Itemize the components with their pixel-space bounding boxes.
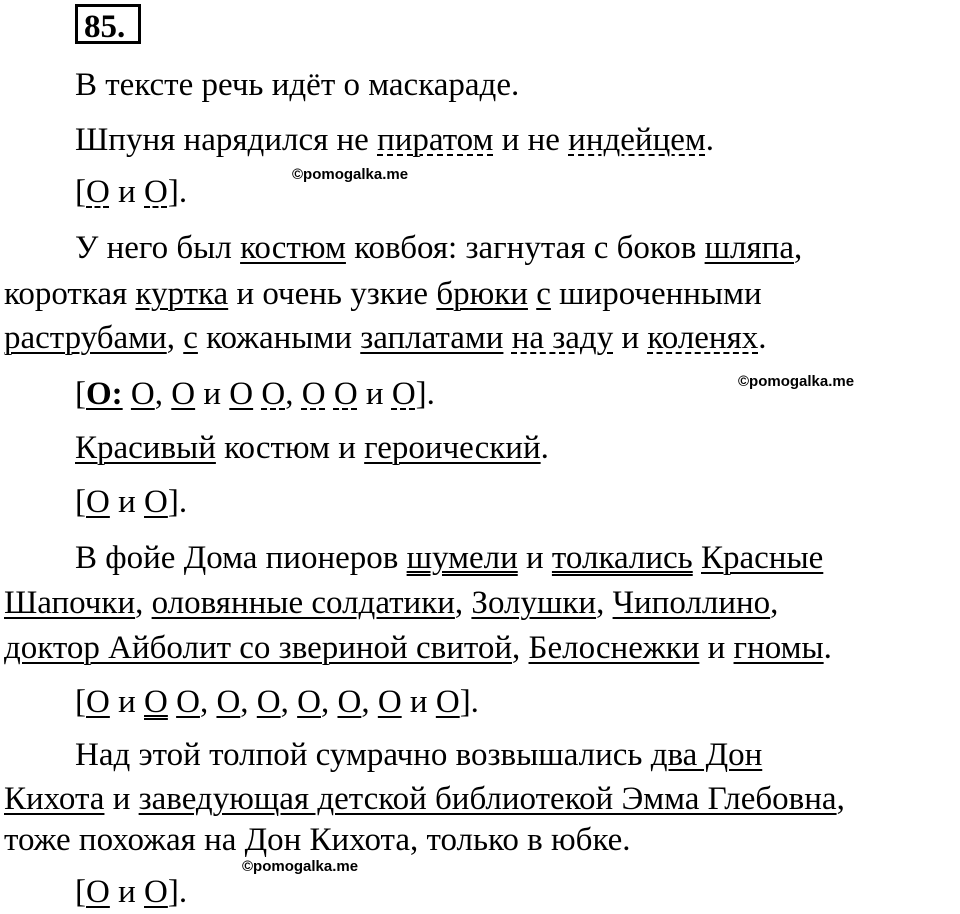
text-line-9: доктор Айболит со звериной свитой, Белоснежки и гномы. — [4, 630, 832, 666]
text-line-7: В фойе Дома пионеров шумели и толкались Красные — [75, 540, 824, 576]
text-line-3: У него был костюм ковбоя: загнутая с боков шляпа, — [75, 230, 803, 266]
text-line-10: Над этой толпой сумрачно возвышались два Дон — [75, 737, 763, 773]
watermark: ©pomogalka.me — [292, 166, 409, 183]
text-line-12: тоже похожая на Дон Кихота, только в юбке. — [4, 822, 631, 858]
exercise-number: 85. — [75, 4, 141, 44]
scheme-line-3: [О и О]. — [75, 484, 188, 520]
text-line-6: Красивый костюм и героический. — [75, 430, 549, 466]
text-line-5: раструбами, с кожаными заплатами на заду и коленях. — [4, 320, 767, 356]
text-line-4: короткая куртка и очень узкие брюки с широченными — [4, 276, 762, 312]
text-line-1: В тексте речь идёт о маскараде. — [75, 67, 520, 103]
text-line-2: Шпуня нарядился не пиратом и не индейцем. — [75, 122, 715, 158]
text-line-11: Кихота и заведующая детской библиотекой Эмма Глебовна, — [4, 781, 845, 817]
scheme-line-4: [О и О О, О, О, О, О, О и О]. — [75, 684, 479, 720]
watermark: ©pomogalka.me — [242, 858, 359, 875]
watermark: ©pomogalka.me — [738, 373, 855, 390]
scheme-line-1: [О и О]. — [75, 174, 188, 210]
text-line-8: Шапочки, оловянные солдатики, Золушки, Чиполлино, — [4, 585, 779, 621]
scheme-line-2: [О: О, О и О О, О О и О]. — [75, 376, 435, 412]
scheme-line-5: [О и О]. — [75, 874, 188, 910]
